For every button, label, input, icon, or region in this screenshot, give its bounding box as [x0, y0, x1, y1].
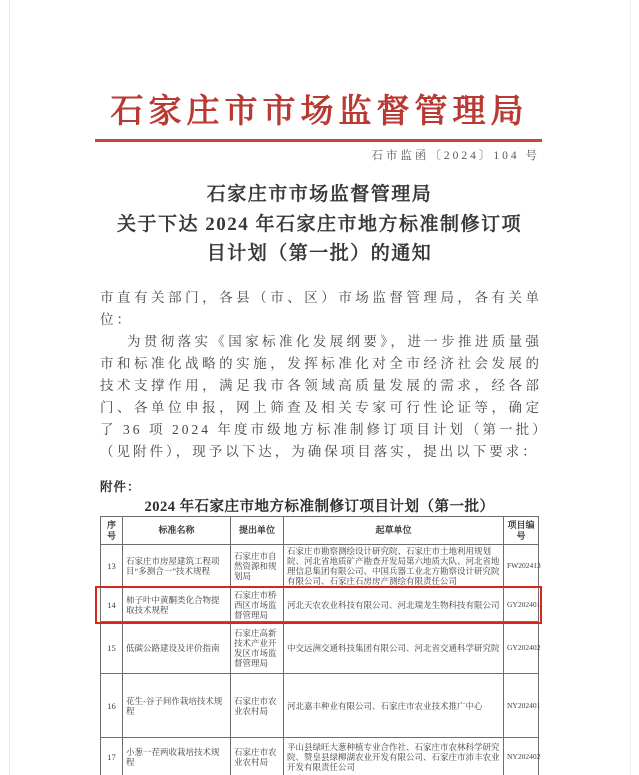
column-header-proposer: 提出单位	[231, 517, 284, 545]
drafting-units: 中交远洲交通科技集团有限公司、河北省交通科学研究院	[284, 622, 504, 674]
table-row	[101, 738, 539, 775]
proposing-unit: 石家庄市自然资源和规划局	[231, 545, 284, 588]
proposing-unit: 石家庄市桥西区市场监督管理局	[231, 588, 284, 622]
column-header-name: 标准名称	[123, 517, 231, 545]
proposing-unit: 石家庄高新技术产业开发区市场监督管理局	[231, 622, 284, 674]
document-number: 石市监函〔2024〕104 号	[371, 150, 540, 162]
standard-name: 小葱一茬两收栽培技术规程	[123, 738, 231, 775]
row-number: 14	[101, 588, 123, 622]
standard-name: 石家庄市房屋建筑工程项目“多测合一”技术规程	[123, 545, 231, 588]
salutation: 市直有关部门，各县（市、区）市场监督管理局，各有关单位：	[100, 290, 542, 327]
document-title-line-3: 目计划（第一批）的通知	[206, 243, 433, 264]
column-header-drafters: 起草单位	[284, 517, 504, 545]
standard-name: 花生-谷子间作栽培技术规程	[123, 674, 231, 738]
table-header-row	[101, 517, 539, 545]
drafting-units: 石家庄市勘察测绘设计研究院、石家庄市土地利用规划院、河北省地质矿产勘查开发局第六地质大队、河北省地理信息集团有限公司、中国兵器工业北方勘察设计研究院有限公司、石家庄石房房产测绘有限责任公司	[284, 545, 504, 588]
proposing-unit: 石家庄市农业农村局	[231, 738, 284, 775]
table-row	[101, 588, 539, 622]
table-row	[101, 622, 539, 674]
standard-name: 低碳公路建设及评价指南	[123, 622, 231, 674]
proposing-unit: 石家庄市农业农村局	[231, 674, 284, 738]
row-number: 15	[101, 622, 123, 674]
column-header-no: 序号	[101, 517, 123, 545]
drafting-units: 河北嘉丰种业有限公司、石家庄市农业技术推广中心	[284, 674, 504, 738]
document-title-line-1: 石家庄市市场监督管理局	[206, 184, 433, 205]
drafting-units: 河北天农农业科技有限公司、河北瑞龙生物科技有限公司	[284, 588, 504, 622]
standard-name: 柿子叶中黄酮类化合物提取技术规程	[123, 588, 231, 622]
project-code: GY202402	[504, 622, 539, 674]
table-row	[101, 545, 539, 588]
body-text	[100, 287, 542, 463]
red-divider-rule	[95, 139, 542, 142]
row-number: 17	[101, 738, 123, 775]
project-code: GY202401	[504, 588, 539, 622]
document-title-line-2: 关于下达 2024 年石家庄市地方标准制修订项	[116, 213, 522, 235]
row-number: 13	[101, 545, 123, 588]
drafting-units: 平山县绿旺大葱种植专业合作社、石家庄市农林科学研究院、赞皇县绿柳湖农业开发有限公司、石家庄市沛丰农业开发有限责任公司	[284, 738, 504, 775]
project-code: NY202402	[504, 738, 539, 775]
table-title: 2024 年石家庄市地方标准制修订项目计划（第一批）	[144, 499, 495, 515]
document-title	[0, 180, 639, 269]
body-paragraph: 为贯彻落实《国家标准化发展纲要》，进一步推进质量强市和标准化战略的实施，发挥标准化对全市经济社会发展的技术支撑作用，满足我市各领域高质量发展的需求，经各部门、各单位申报，网上筛查及相关专家可行性论证等，确定了 36 项 2024 年度市级地方标准制修订项目计划（第一批）（见附件），现予以下达，为确保项目落实，提出以下要求：	[100, 334, 542, 459]
table-row	[101, 674, 539, 738]
column-header-code: 项目编号	[504, 517, 539, 545]
standards-table	[100, 516, 539, 775]
attachment-label: 附件：	[100, 480, 141, 494]
agency-title: 石家庄市市场监督管理局	[110, 94, 529, 130]
project-code: FW202413	[504, 545, 539, 588]
project-code: NY202401	[504, 674, 539, 738]
row-number: 16	[101, 674, 123, 738]
